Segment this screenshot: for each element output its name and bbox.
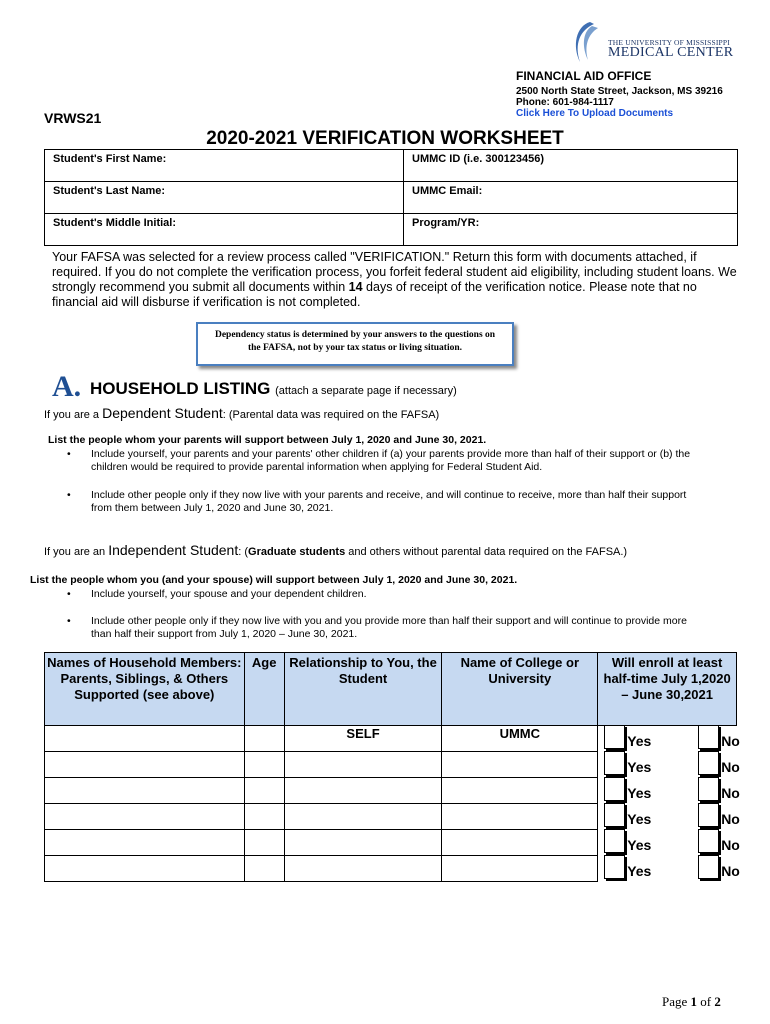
enroll-yes-checkbox[interactable] [604,777,625,801]
member-relationship-cell[interactable]: SELF [284,726,442,752]
office-address: 2500 North State Street, Jackson, MS 39216 [516,86,723,97]
dependency-note-line1: Dependency status is determined by your answers to the questions on [214,330,496,340]
enroll-options-cell [598,830,740,856]
independent-student-line [44,542,627,558]
member-age-cell[interactable] [244,752,284,778]
enroll-options-cell [598,752,740,778]
enroll-options-cell [598,804,740,830]
enroll-yes-label: Yes [627,784,652,801]
form-code: VRWS21 [44,110,102,126]
member-college-cell[interactable] [442,752,598,778]
independent-colon: : ( [238,546,249,558]
enroll-no-checkbox[interactable] [698,777,719,801]
program-yr-field[interactable] [404,214,738,246]
intro-days: 14 [348,280,363,294]
dependent-bullet-2: • Include other people only if they now live with your parents and receive, and will continue to receive, more than half their support from them between July 1, 2020 and June 30, 2021. [91,489,691,515]
independent-grad-students: Graduate students [248,546,346,558]
enroll-yes-label: Yes [627,836,652,853]
dependent-list-heading: List the people whom your parents will support between July 1, 2020 and June 30, 2021. [48,434,487,446]
member-age-cell[interactable] [244,830,284,856]
enroll-options-cell [598,726,740,752]
logo-university-text: THE UNIVERSITY OF MISSISSIPPI [608,38,730,47]
member-college-cell[interactable] [442,830,598,856]
dependent-bullet-1: • Include yourself, your parents and your parents' other children if (a) your parents provide more than half of their support or (b) the children would be required to provide parental information when applying for Federal Student Aid. [91,448,691,474]
member-name-cell[interactable] [45,778,245,804]
household-table-header [45,653,737,726]
enroll-yes-label: Yes [627,758,652,775]
enroll-no-checkbox[interactable] [698,855,719,879]
member-name-cell[interactable] [45,726,245,752]
table-row [45,804,737,830]
enroll-yes-checkbox[interactable] [604,725,625,749]
last-name-field[interactable] [45,182,404,214]
ummc-logo [568,18,738,68]
logo-emblem-icon [568,18,608,68]
col-header-enroll: Will enroll at least half-time July 1,2020 – June 30,2021 [598,653,737,726]
member-name-cell[interactable] [45,804,245,830]
section-a-letter: A. [52,370,82,403]
enroll-yes-checkbox[interactable] [604,751,625,775]
member-age-cell[interactable] [244,778,284,804]
member-age-cell[interactable] [244,726,284,752]
program-yr-label: Program/YR: [412,217,480,229]
intro-text-1: Your FAFSA was selected for a review process called "VERIFICATION." Return this form with documents attached, if required. If you do not complete the verification process, you forfeit federal student aid eligibility, including student loans. We strongly recommend you submit all documents within [52,250,737,294]
household-table [44,652,740,882]
dependency-note-box [196,322,514,366]
enroll-no-label: No [721,758,740,775]
office-address-block [516,86,723,119]
ummc-id-field[interactable] [404,150,738,182]
ummc-email-label: UMMC Email: [412,185,483,197]
section-a-title: HOUSEHOLD LISTING [90,379,271,398]
logo-medical-center-text: MEDICAL CENTER [608,45,734,60]
table-row [45,726,737,752]
office-name: FINANCIAL AID OFFICE [516,69,652,83]
member-relationship-cell[interactable] [284,752,442,778]
page-current: 1 [690,994,698,1009]
middle-initial-field[interactable] [45,214,404,246]
enroll-options-cell [598,856,740,882]
member-relationship-cell[interactable] [284,804,442,830]
member-relationship-cell[interactable] [284,778,442,804]
dependent-label: Dependent Student [102,405,223,421]
enroll-yes-checkbox[interactable] [604,803,625,827]
independent-prefix: If you are an [44,546,109,558]
intro-text-2: days of receipt of the verification notice. Please note that no financial aid will disburse if verification is not completed. [52,280,697,309]
independent-label: Independent Student [108,542,239,558]
enroll-no-checkbox[interactable] [698,803,719,827]
page-title: 2020-2021 VERIFICATION WORKSHEET [206,128,564,149]
independent-list-heading: List the people whom you (and your spouse) will support between July 1, 2020 and June 30, 2021. [30,574,518,586]
member-age-cell[interactable] [244,856,284,882]
independent-bullet-2: • Include other people only if they now live with you and you provide more than half their support and will continue to provide more than half their support from July 1, 2020 – June 30, 2021. [91,615,691,641]
enroll-no-label: No [721,810,740,827]
student-info-table [44,149,738,246]
section-a-subtitle: (attach a separate page if necessary) [275,385,457,397]
member-name-cell[interactable] [45,752,245,778]
ummc-id-label: UMMC ID (i.e. 300123456) [412,153,545,165]
enroll-yes-checkbox[interactable] [604,829,625,853]
page-number [662,994,721,1010]
enroll-yes-checkbox[interactable] [604,855,625,879]
independent-bullet-1: • Include yourself, your spouse and your dependent children. [91,588,691,601]
intro-paragraph [52,250,738,310]
member-college-cell[interactable] [442,778,598,804]
member-name-cell[interactable] [45,856,245,882]
upload-documents-link[interactable]: Click Here To Upload Documents [516,108,674,119]
office-phone: Phone: 601-984-1117 [516,97,614,108]
enroll-yes-label: Yes [627,810,652,827]
member-college-cell[interactable] [442,856,598,882]
dependency-note-line2: the FAFSA, not by your tax status or living situation. [247,343,463,353]
member-college-cell[interactable]: UMMC [442,726,598,752]
dependent-prefix: If you are a [44,409,103,421]
enroll-no-checkbox[interactable] [698,725,719,749]
page-total: 2 [714,994,721,1009]
last-name-label: Student's Last Name: [53,185,166,197]
first-name-label: Student's First Name: [53,153,167,165]
middle-initial-label: Student's Middle Initial: [53,217,177,229]
enroll-options-cell [598,778,740,804]
enroll-no-label: No [721,862,740,879]
first-name-field[interactable] [45,150,404,182]
dependent-student-line [44,405,439,421]
member-relationship-cell[interactable] [284,830,442,856]
table-row [45,830,737,856]
col-header-college: Name of College or University [442,653,598,726]
enroll-no-label: No [721,836,740,853]
enroll-yes-label: Yes [627,862,652,879]
table-row [45,752,737,778]
enroll-yes-label: Yes [627,733,652,749]
enroll-no-label: No [721,733,740,749]
page-of: of [697,994,715,1009]
member-name-cell[interactable] [45,830,245,856]
table-row [45,778,737,804]
enroll-no-checkbox[interactable] [698,829,719,853]
page-prefix: Page [662,994,691,1009]
table-row [45,856,737,882]
section-a-heading [90,379,457,399]
member-relationship-cell[interactable] [284,856,442,882]
dependent-suffix: : (Parental data was required on the FAFSA) [222,409,440,421]
member-college-cell[interactable] [442,804,598,830]
enroll-no-label: No [721,784,740,801]
member-age-cell[interactable] [244,804,284,830]
col-header-relationship: Relationship to You, the Student [284,653,442,726]
independent-suffix: and others without parental data required on the FAFSA.) [345,546,628,558]
col-header-age: Age [244,653,284,726]
enroll-no-checkbox[interactable] [698,751,719,775]
ummc-email-field[interactable] [404,182,738,214]
col-header-names: Names of Household Members: Parents, Siblings, & Others Supported (see above) [45,653,245,726]
